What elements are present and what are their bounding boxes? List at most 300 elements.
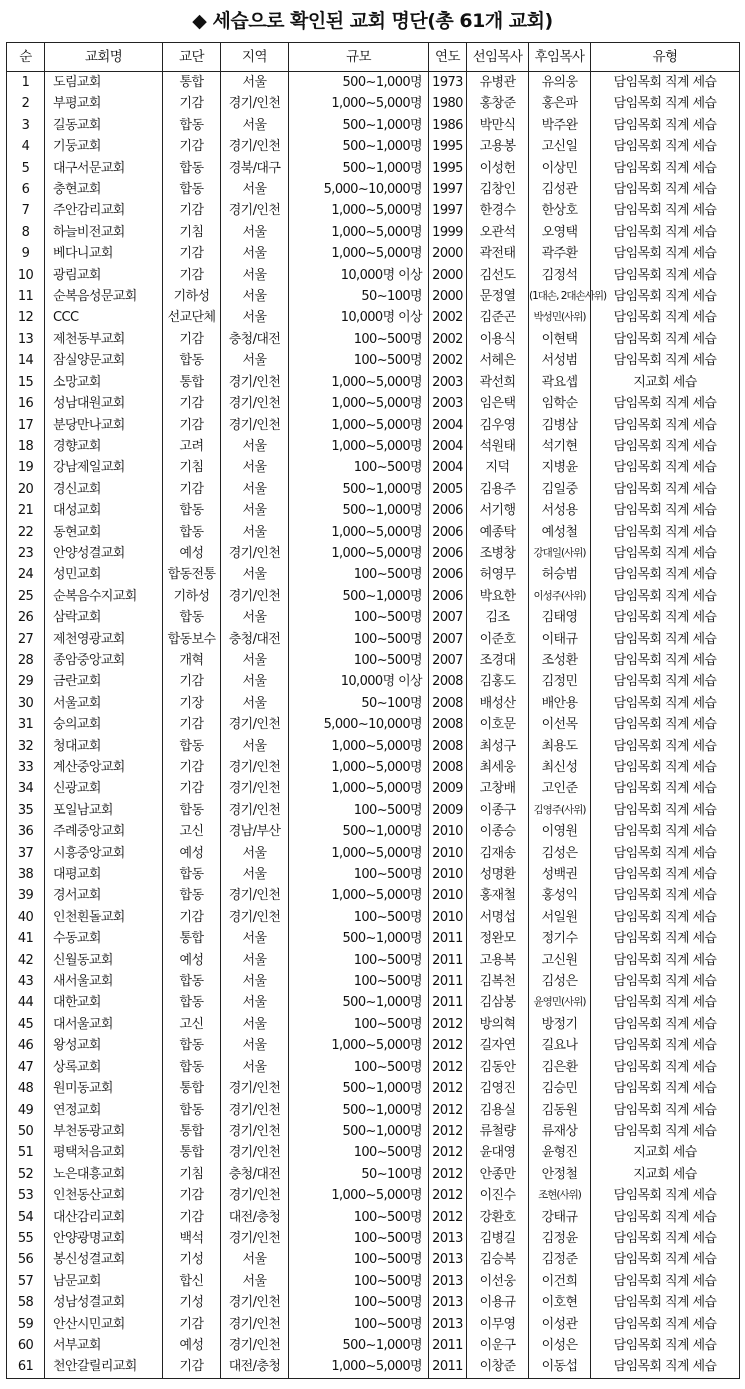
table-row bbox=[7, 586, 740, 607]
cell-denomination: 기감 bbox=[163, 93, 221, 114]
page-title: ◆ 세습으로 확인된 교회 명단(총 61개 교회) bbox=[192, 10, 553, 32]
cell-region: 서울 bbox=[221, 179, 289, 200]
cell-predecessor: 이성헌 bbox=[467, 158, 529, 179]
cell-predecessor: 이운구 bbox=[467, 1335, 529, 1356]
table-row bbox=[7, 393, 740, 414]
cell-no: 27 bbox=[7, 629, 45, 650]
cell-year: 2010 bbox=[429, 864, 467, 885]
cell-region: 서울 bbox=[221, 843, 289, 864]
cell-denomination: 합동 bbox=[163, 158, 221, 179]
cell-church-name: 제천영광교회 bbox=[45, 629, 163, 650]
cell-type: 담임목회 직계 세습 bbox=[591, 158, 740, 179]
cell-predecessor: 최성구 bbox=[467, 736, 529, 757]
cell-predecessor: 김승복 bbox=[467, 1249, 529, 1270]
cell-predecessor: 박만식 bbox=[467, 115, 529, 136]
cell-denomination: 기성 bbox=[163, 1292, 221, 1313]
cell-type: 담임목회 직계 세습 bbox=[591, 1185, 740, 1206]
cell-year: 2013 bbox=[429, 1249, 467, 1270]
cell-region: 충청/대전 bbox=[221, 329, 289, 350]
cell-church-name: 상록교회 bbox=[45, 1057, 163, 1078]
cell-region: 서울 bbox=[221, 564, 289, 585]
table-row bbox=[7, 72, 740, 94]
cell-church-name: 종암중앙교회 bbox=[45, 650, 163, 671]
table-row bbox=[7, 115, 740, 136]
cell-no: 8 bbox=[7, 222, 45, 243]
cell-size: 1,000~5,000명 bbox=[289, 1035, 429, 1056]
cell-successor: 김태영 bbox=[529, 607, 591, 628]
cell-year: 2010 bbox=[429, 821, 467, 842]
table-row bbox=[7, 757, 740, 778]
cell-predecessor: 이진수 bbox=[467, 1185, 529, 1206]
column-header-no: 순 bbox=[7, 43, 45, 72]
cell-region: 서울 bbox=[221, 671, 289, 692]
cell-church-name: 신광교회 bbox=[45, 778, 163, 799]
cell-no: 28 bbox=[7, 650, 45, 671]
cell-region: 서울 bbox=[221, 265, 289, 286]
cell-type: 담임목회 직계 세습 bbox=[591, 586, 740, 607]
cell-successor: 고인준 bbox=[529, 778, 591, 799]
cell-type: 담임목회 직계 세습 bbox=[591, 72, 740, 94]
cell-region: 서울 bbox=[221, 1014, 289, 1035]
cell-no: 48 bbox=[7, 1078, 45, 1099]
cell-predecessor: 김영진 bbox=[467, 1078, 529, 1099]
cell-size: 100~500명 bbox=[289, 607, 429, 628]
cell-size: 1,000~5,000명 bbox=[289, 222, 429, 243]
cell-no: 14 bbox=[7, 350, 45, 371]
cell-denomination: 통합 bbox=[163, 1121, 221, 1142]
cell-no: 17 bbox=[7, 415, 45, 436]
cell-no: 19 bbox=[7, 457, 45, 478]
cell-size: 1,000~5,000명 bbox=[289, 415, 429, 436]
cell-predecessor: 조병창 bbox=[467, 543, 529, 564]
cell-region: 서울 bbox=[221, 243, 289, 264]
cell-predecessor: 강환호 bbox=[467, 1207, 529, 1228]
cell-type: 담임목회 직계 세습 bbox=[591, 1100, 740, 1121]
cell-size: 500~1,000명 bbox=[289, 1121, 429, 1142]
cell-denomination: 합동 bbox=[163, 992, 221, 1013]
table-row bbox=[7, 714, 740, 735]
cell-year: 2002 bbox=[429, 329, 467, 350]
cell-successor: 김정윤 bbox=[529, 1228, 591, 1249]
column-header-denomination: 교단 bbox=[163, 43, 221, 72]
cell-predecessor: 고용복 bbox=[467, 950, 529, 971]
column-header-region: 지역 bbox=[221, 43, 289, 72]
cell-type: 담임목회 직계 세습 bbox=[591, 885, 740, 906]
cell-type: 담임목회 직계 세습 bbox=[591, 778, 740, 799]
cell-region: 서울 bbox=[221, 864, 289, 885]
cell-church-name: 성남성결교회 bbox=[45, 1292, 163, 1313]
cell-size: 1,000~5,000명 bbox=[289, 1185, 429, 1206]
cell-successor: 이영원 bbox=[529, 821, 591, 842]
cell-year: 2011 bbox=[429, 1356, 467, 1378]
cell-predecessor: 이무영 bbox=[467, 1314, 529, 1335]
table-row bbox=[7, 136, 740, 157]
cell-predecessor: 서헤은 bbox=[467, 350, 529, 371]
cell-year: 2011 bbox=[429, 1335, 467, 1356]
cell-region: 서울 bbox=[221, 436, 289, 457]
cell-predecessor: 김창인 bbox=[467, 179, 529, 200]
table-row bbox=[7, 158, 740, 179]
table-row bbox=[7, 286, 740, 307]
cell-church-name: 연정교회 bbox=[45, 1100, 163, 1121]
table-row bbox=[7, 1228, 740, 1249]
cell-successor: 안정철 bbox=[529, 1164, 591, 1185]
cell-region: 경남/부산 bbox=[221, 821, 289, 842]
cell-denomination: 기감 bbox=[163, 907, 221, 928]
cell-church-name: 봉신성결교회 bbox=[45, 1249, 163, 1270]
cell-year: 1980 bbox=[429, 93, 467, 114]
cell-church-name: 경서교회 bbox=[45, 885, 163, 906]
cell-region: 경기/인천 bbox=[221, 800, 289, 821]
cell-type: 담임목회 직계 세습 bbox=[591, 1249, 740, 1270]
cell-successor: 고신일 bbox=[529, 136, 591, 157]
cell-successor: 박성민(사위) bbox=[529, 307, 591, 328]
table-row bbox=[7, 265, 740, 286]
table-row bbox=[7, 992, 740, 1013]
cell-predecessor: 이준호 bbox=[467, 629, 529, 650]
cell-year: 1995 bbox=[429, 158, 467, 179]
cell-type: 담임목회 직계 세습 bbox=[591, 1078, 740, 1099]
cell-size: 500~1,000명 bbox=[289, 115, 429, 136]
cell-predecessor: 김동안 bbox=[467, 1057, 529, 1078]
table-row bbox=[7, 179, 740, 200]
cell-size: 50~100명 bbox=[289, 286, 429, 307]
table-row bbox=[7, 843, 740, 864]
cell-year: 2012 bbox=[429, 1035, 467, 1056]
cell-type: 담임목회 직계 세습 bbox=[591, 1314, 740, 1335]
cell-type: 담임목회 직계 세습 bbox=[591, 1057, 740, 1078]
cell-successor: 곽요셉 bbox=[529, 372, 591, 393]
cell-size: 1,000~5,000명 bbox=[289, 736, 429, 757]
cell-church-name: 성민교회 bbox=[45, 564, 163, 585]
table-row bbox=[7, 307, 740, 328]
cell-church-name: 안산시민교회 bbox=[45, 1314, 163, 1335]
cell-size: 100~500명 bbox=[289, 1314, 429, 1335]
cell-church-name: 대산감리교회 bbox=[45, 1207, 163, 1228]
cell-church-name: 베다니교회 bbox=[45, 243, 163, 264]
cell-church-name: 수동교회 bbox=[45, 928, 163, 949]
cell-predecessor: 서명섭 bbox=[467, 907, 529, 928]
cell-denomination: 기감 bbox=[163, 136, 221, 157]
cell-type: 담임목회 직계 세습 bbox=[591, 757, 740, 778]
cell-type: 지교회 세습 bbox=[591, 1164, 740, 1185]
cell-successor: 길요나 bbox=[529, 1035, 591, 1056]
cell-year: 2003 bbox=[429, 372, 467, 393]
cell-church-name: 신월동교회 bbox=[45, 950, 163, 971]
cell-church-name: 순복음수지교회 bbox=[45, 586, 163, 607]
cell-year: 2006 bbox=[429, 543, 467, 564]
cell-year: 2012 bbox=[429, 1100, 467, 1121]
cell-type: 지교회 세습 bbox=[591, 372, 740, 393]
cell-church-name: 성남대원교회 bbox=[45, 393, 163, 414]
cell-year: 2013 bbox=[429, 1228, 467, 1249]
cell-successor: 김승민 bbox=[529, 1078, 591, 1099]
cell-church-name: 시흥중앙교회 bbox=[45, 843, 163, 864]
cell-no: 30 bbox=[7, 693, 45, 714]
cell-no: 36 bbox=[7, 821, 45, 842]
cell-successor: (1대손, 2대손사위) bbox=[529, 286, 591, 307]
cell-church-name: 천안갈릴리교회 bbox=[45, 1356, 163, 1378]
cell-no: 25 bbox=[7, 586, 45, 607]
cell-size: 1,000~5,000명 bbox=[289, 522, 429, 543]
cell-successor: 한상호 bbox=[529, 200, 591, 221]
cell-size: 1,000~5,000명 bbox=[289, 93, 429, 114]
cell-church-name: 순복음성문교회 bbox=[45, 286, 163, 307]
cell-denomination: 기감 bbox=[163, 265, 221, 286]
cell-size: 1,000~5,000명 bbox=[289, 200, 429, 221]
cell-type: 담임목회 직계 세습 bbox=[591, 629, 740, 650]
cell-type: 담임목회 직계 세습 bbox=[591, 243, 740, 264]
cell-successor: 이건희 bbox=[529, 1271, 591, 1292]
table-row bbox=[7, 650, 740, 671]
cell-type: 담임목회 직계 세습 bbox=[591, 222, 740, 243]
cell-region: 서울 bbox=[221, 650, 289, 671]
cell-predecessor: 김복천 bbox=[467, 971, 529, 992]
cell-successor: 윤영민(사위) bbox=[529, 992, 591, 1013]
cell-predecessor: 한경수 bbox=[467, 200, 529, 221]
cell-year: 1999 bbox=[429, 222, 467, 243]
table-row bbox=[7, 200, 740, 221]
cell-successor: 최신성 bbox=[529, 757, 591, 778]
cell-year: 1973 bbox=[429, 72, 467, 94]
cell-church-name: 왕성교회 bbox=[45, 1035, 163, 1056]
cell-no: 33 bbox=[7, 757, 45, 778]
cell-no: 52 bbox=[7, 1164, 45, 1185]
church-table bbox=[6, 42, 740, 1379]
cell-predecessor: 김병길 bbox=[467, 1228, 529, 1249]
cell-no: 59 bbox=[7, 1314, 45, 1335]
cell-denomination: 기감 bbox=[163, 393, 221, 414]
cell-region: 경기/인천 bbox=[221, 1335, 289, 1356]
table-row bbox=[7, 522, 740, 543]
cell-no: 38 bbox=[7, 864, 45, 885]
cell-size: 100~500명 bbox=[289, 950, 429, 971]
cell-region: 경기/인천 bbox=[221, 1228, 289, 1249]
cell-denomination: 합동 bbox=[163, 1057, 221, 1078]
cell-predecessor: 김우영 bbox=[467, 415, 529, 436]
table-row bbox=[7, 500, 740, 521]
cell-denomination: 기감 bbox=[163, 243, 221, 264]
cell-denomination: 기감 bbox=[163, 671, 221, 692]
cell-size: 1,000~5,000명 bbox=[289, 885, 429, 906]
cell-predecessor: 길자연 bbox=[467, 1035, 529, 1056]
cell-predecessor: 이창준 bbox=[467, 1356, 529, 1378]
cell-year: 2010 bbox=[429, 843, 467, 864]
cell-size: 100~500명 bbox=[289, 629, 429, 650]
cell-no: 21 bbox=[7, 500, 45, 521]
cell-year: 2000 bbox=[429, 286, 467, 307]
cell-church-name: 포일남교회 bbox=[45, 800, 163, 821]
cell-church-name: 경향교회 bbox=[45, 436, 163, 457]
cell-no: 5 bbox=[7, 158, 45, 179]
cell-type: 담임목회 직계 세습 bbox=[591, 350, 740, 371]
cell-type: 담임목회 직계 세습 bbox=[591, 714, 740, 735]
table-row bbox=[7, 1249, 740, 1270]
cell-denomination: 합동 bbox=[163, 607, 221, 628]
cell-successor: 석기현 bbox=[529, 436, 591, 457]
cell-size: 100~500명 bbox=[289, 800, 429, 821]
table-row bbox=[7, 1057, 740, 1078]
cell-type: 담임목회 직계 세습 bbox=[591, 307, 740, 328]
cell-year: 2010 bbox=[429, 885, 467, 906]
cell-predecessor: 김용주 bbox=[467, 479, 529, 500]
table-row bbox=[7, 885, 740, 906]
cell-no: 60 bbox=[7, 1335, 45, 1356]
cell-church-name: 기둥교회 bbox=[45, 136, 163, 157]
cell-size: 1,000~5,000명 bbox=[289, 543, 429, 564]
cell-year: 2006 bbox=[429, 586, 467, 607]
cell-type: 담임목회 직계 세습 bbox=[591, 1271, 740, 1292]
cell-size: 100~500명 bbox=[289, 564, 429, 585]
table-row bbox=[7, 1164, 740, 1185]
cell-denomination: 백석 bbox=[163, 1228, 221, 1249]
cell-region: 경기/인천 bbox=[221, 372, 289, 393]
cell-no: 15 bbox=[7, 372, 45, 393]
cell-region: 서울 bbox=[221, 693, 289, 714]
cell-denomination: 기침 bbox=[163, 1164, 221, 1185]
cell-year: 2006 bbox=[429, 522, 467, 543]
cell-predecessor: 오관석 bbox=[467, 222, 529, 243]
cell-predecessor: 조경대 bbox=[467, 650, 529, 671]
cell-type: 담임목회 직계 세습 bbox=[591, 928, 740, 949]
cell-successor: 서성용 bbox=[529, 500, 591, 521]
cell-successor: 고신원 bbox=[529, 950, 591, 971]
cell-region: 경기/인천 bbox=[221, 1292, 289, 1313]
cell-no: 18 bbox=[7, 436, 45, 457]
cell-predecessor: 지덕 bbox=[467, 457, 529, 478]
cell-no: 13 bbox=[7, 329, 45, 350]
table-row bbox=[7, 243, 740, 264]
cell-year: 1997 bbox=[429, 179, 467, 200]
cell-no: 46 bbox=[7, 1035, 45, 1056]
cell-denomination: 기감 bbox=[163, 479, 221, 500]
table-row bbox=[7, 971, 740, 992]
cell-successor: 유의웅 bbox=[529, 72, 591, 94]
cell-predecessor: 방의혁 bbox=[467, 1014, 529, 1035]
cell-size: 100~500명 bbox=[289, 1057, 429, 1078]
cell-region: 경기/인천 bbox=[221, 1185, 289, 1206]
cell-size: 100~500명 bbox=[289, 650, 429, 671]
cell-type: 담임목회 직계 세습 bbox=[591, 286, 740, 307]
cell-size: 500~1,000명 bbox=[289, 992, 429, 1013]
cell-type: 담임목회 직계 세습 bbox=[591, 843, 740, 864]
cell-predecessor: 김용실 bbox=[467, 1100, 529, 1121]
cell-year: 2011 bbox=[429, 950, 467, 971]
table-row bbox=[7, 1356, 740, 1378]
cell-church-name: 소망교회 bbox=[45, 372, 163, 393]
table-row bbox=[7, 329, 740, 350]
cell-type: 담임목회 직계 세습 bbox=[591, 136, 740, 157]
cell-denomination: 합동보수 bbox=[163, 629, 221, 650]
cell-type: 담임목회 직계 세습 bbox=[591, 179, 740, 200]
cell-type: 담임목회 직계 세습 bbox=[591, 265, 740, 286]
cell-denomination: 기하성 bbox=[163, 286, 221, 307]
cell-type: 담임목회 직계 세습 bbox=[591, 1207, 740, 1228]
cell-region: 경기/인천 bbox=[221, 1100, 289, 1121]
cell-type: 담임목회 직계 세습 bbox=[591, 693, 740, 714]
cell-denomination: 통합 bbox=[163, 1142, 221, 1163]
cell-denomination: 고려 bbox=[163, 436, 221, 457]
cell-region: 서울 bbox=[221, 1249, 289, 1270]
cell-type: 담임목회 직계 세습 bbox=[591, 522, 740, 543]
cell-denomination: 기침 bbox=[163, 222, 221, 243]
cell-size: 1,000~5,000명 bbox=[289, 843, 429, 864]
table-row bbox=[7, 93, 740, 114]
cell-year: 2002 bbox=[429, 350, 467, 371]
table-row bbox=[7, 1292, 740, 1313]
cell-predecessor: 이용식 bbox=[467, 329, 529, 350]
cell-type: 담임목회 직계 세습 bbox=[591, 607, 740, 628]
cell-predecessor: 곽선희 bbox=[467, 372, 529, 393]
cell-church-name: 대평교회 bbox=[45, 864, 163, 885]
table-row bbox=[7, 222, 740, 243]
cell-region: 경기/인천 bbox=[221, 415, 289, 436]
cell-church-name: 충현교회 bbox=[45, 179, 163, 200]
cell-region: 경기/인천 bbox=[221, 93, 289, 114]
cell-year: 2012 bbox=[429, 1142, 467, 1163]
cell-church-name: 안양광명교회 bbox=[45, 1228, 163, 1249]
table-row bbox=[7, 564, 740, 585]
cell-size: 5,000~10,000명 bbox=[289, 179, 429, 200]
cell-no: 49 bbox=[7, 1100, 45, 1121]
cell-size: 1,000~5,000명 bbox=[289, 1356, 429, 1378]
cell-region: 경기/인천 bbox=[221, 1142, 289, 1163]
cell-region: 서울 bbox=[221, 1271, 289, 1292]
cell-church-name: 계산중앙교회 bbox=[45, 757, 163, 778]
cell-size: 100~500명 bbox=[289, 1228, 429, 1249]
column-header-predecessor: 선임목사 bbox=[467, 43, 529, 72]
cell-successor: 조성환 bbox=[529, 650, 591, 671]
cell-successor: 강대일(사위) bbox=[529, 543, 591, 564]
table-row bbox=[7, 1335, 740, 1356]
table-row bbox=[7, 693, 740, 714]
cell-region: 서울 bbox=[221, 72, 289, 94]
cell-successor: 김성관 bbox=[529, 179, 591, 200]
cell-size: 500~1,000명 bbox=[289, 158, 429, 179]
cell-church-name: 안양성결교회 bbox=[45, 543, 163, 564]
cell-denomination: 합동 bbox=[163, 885, 221, 906]
cell-year: 2007 bbox=[429, 607, 467, 628]
cell-predecessor: 김준곤 bbox=[467, 307, 529, 328]
cell-successor: 성백권 bbox=[529, 864, 591, 885]
cell-region: 서울 bbox=[221, 307, 289, 328]
cell-region: 서울 bbox=[221, 115, 289, 136]
cell-region: 서울 bbox=[221, 607, 289, 628]
cell-denomination: 통합 bbox=[163, 1078, 221, 1099]
cell-successor: 홍은파 bbox=[529, 93, 591, 114]
cell-region: 경기/인천 bbox=[221, 543, 289, 564]
cell-successor: 허승범 bbox=[529, 564, 591, 585]
cell-year: 2012 bbox=[429, 1185, 467, 1206]
cell-year: 2008 bbox=[429, 736, 467, 757]
cell-predecessor: 정완모 bbox=[467, 928, 529, 949]
cell-year: 2011 bbox=[429, 971, 467, 992]
cell-year: 2008 bbox=[429, 714, 467, 735]
cell-no: 16 bbox=[7, 393, 45, 414]
cell-year: 2000 bbox=[429, 243, 467, 264]
column-header-church-name: 교회명 bbox=[45, 43, 163, 72]
cell-predecessor: 홍재철 bbox=[467, 885, 529, 906]
cell-size: 1,000~5,000명 bbox=[289, 393, 429, 414]
cell-denomination: 고신 bbox=[163, 1014, 221, 1035]
cell-no: 20 bbox=[7, 479, 45, 500]
cell-church-name: 분당만나교회 bbox=[45, 415, 163, 436]
cell-type: 담임목회 직계 세습 bbox=[591, 200, 740, 221]
cell-successor: 배안용 bbox=[529, 693, 591, 714]
cell-successor: 홍성익 bbox=[529, 885, 591, 906]
cell-denomination: 기침 bbox=[163, 457, 221, 478]
cell-denomination: 기장 bbox=[163, 693, 221, 714]
